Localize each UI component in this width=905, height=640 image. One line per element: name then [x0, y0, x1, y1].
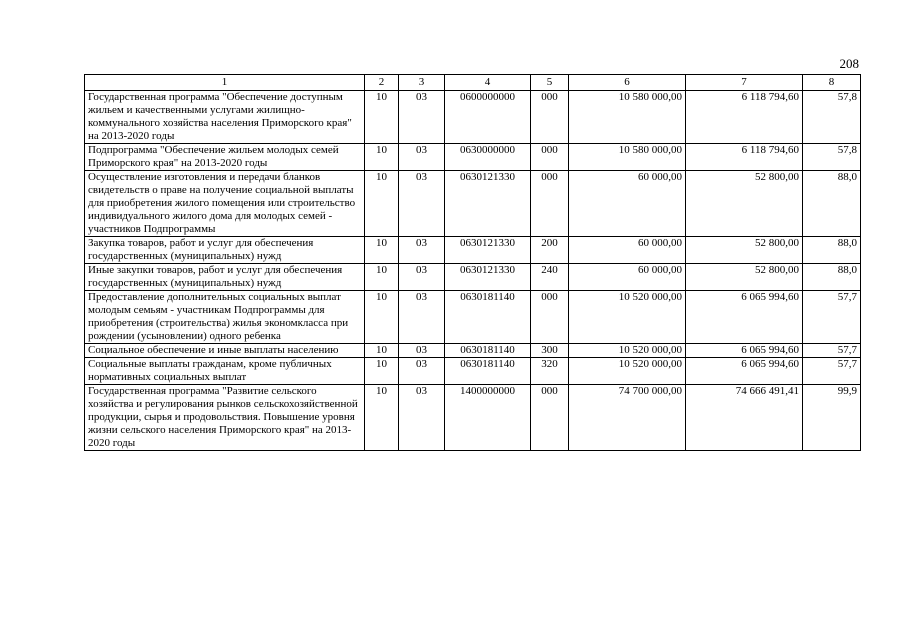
subsection-code: 03: [399, 144, 445, 171]
planned-amount: 60 000,00: [569, 264, 686, 291]
expense-type-code: 240: [531, 264, 569, 291]
execution-percent: 88,0: [803, 264, 861, 291]
table-row: [85, 291, 861, 344]
planned-amount: 10 580 000,00: [569, 91, 686, 144]
executed-amount: 52 800,00: [686, 237, 803, 264]
expense-type-code: 000: [531, 385, 569, 451]
target-article-code: 0630121330: [445, 237, 531, 264]
column-header: 4: [445, 75, 531, 91]
section-code: 10: [365, 144, 399, 171]
section-code: 10: [365, 264, 399, 291]
table-row: [85, 91, 861, 144]
page-number: 208: [839, 56, 859, 71]
header-row: [85, 75, 861, 91]
execution-percent: 88,0: [803, 237, 861, 264]
column-header: 8: [803, 75, 861, 91]
subsection-code: 03: [399, 237, 445, 264]
expense-type-code: 000: [531, 144, 569, 171]
subsection-code: 03: [399, 171, 445, 237]
row-name: Осуществление изготовления и передачи бланков свидетельств о праве на получение социальной выплаты для приобретения жилого помещения или строительство индивидуального жилого дома для молодых семей - участников Подпрограммы: [85, 171, 365, 237]
subsection-code: 03: [399, 91, 445, 144]
table-row: [85, 237, 861, 264]
table-row: [85, 344, 861, 358]
executed-amount: 6 065 994,60: [686, 358, 803, 385]
column-header: 5: [531, 75, 569, 91]
budget-table: [84, 74, 861, 451]
row-name: Социальное обеспечение и иные выплаты населению: [85, 344, 365, 358]
section-code: 10: [365, 237, 399, 264]
column-header: 2: [365, 75, 399, 91]
expense-type-code: 000: [531, 291, 569, 344]
executed-amount: 6 118 794,60: [686, 144, 803, 171]
target-article-code: 0630181140: [445, 344, 531, 358]
section-code: 10: [365, 91, 399, 144]
execution-percent: 57,7: [803, 358, 861, 385]
section-code: 10: [365, 171, 399, 237]
row-name: Подпрограмма "Обеспечение жильем молодых семей Приморского края" на 2013-2020 годы: [85, 144, 365, 171]
execution-percent: 88,0: [803, 171, 861, 237]
expense-type-code: 320: [531, 358, 569, 385]
table-row: [85, 171, 861, 237]
row-name: Государственная программа "Обеспечение доступным жильем и качественными услугами жилищно-коммунального хозяйства населения Приморского края" на 2013-2020 годы: [85, 91, 365, 144]
section-code: 10: [365, 344, 399, 358]
execution-percent: 57,7: [803, 344, 861, 358]
row-name: Государственная программа "Развитие сельского хозяйства и регулирования рынков сельскохозяйственной продукции, сырья и продовольствия. Повышение уровня жизни сельского населения Приморского края" на 2013-2020 годы: [85, 385, 365, 451]
executed-amount: 6 065 994,60: [686, 344, 803, 358]
planned-amount: 60 000,00: [569, 171, 686, 237]
column-header: 7: [686, 75, 803, 91]
subsection-code: 03: [399, 344, 445, 358]
column-header: 1: [85, 75, 365, 91]
executed-amount: 74 666 491,41: [686, 385, 803, 451]
table-row: [85, 385, 861, 451]
column-header: 3: [399, 75, 445, 91]
subsection-code: 03: [399, 358, 445, 385]
target-article-code: 0630181140: [445, 291, 531, 344]
executed-amount: 6 065 994,60: [686, 291, 803, 344]
planned-amount: 10 520 000,00: [569, 358, 686, 385]
row-name: Социальные выплаты гражданам, кроме публичных нормативных социальных выплат: [85, 358, 365, 385]
target-article-code: 0630000000: [445, 144, 531, 171]
execution-percent: 57,7: [803, 291, 861, 344]
table-row: [85, 144, 861, 171]
planned-amount: 10 520 000,00: [569, 291, 686, 344]
planned-amount: 10 520 000,00: [569, 344, 686, 358]
row-name: Закупка товаров, работ и услуг для обеспечения государственных (муниципальных) нужд: [85, 237, 365, 264]
table-row: [85, 264, 861, 291]
executed-amount: 52 800,00: [686, 171, 803, 237]
target-article-code: 1400000000: [445, 385, 531, 451]
subsection-code: 03: [399, 291, 445, 344]
planned-amount: 74 700 000,00: [569, 385, 686, 451]
section-code: 10: [365, 291, 399, 344]
target-article-code: 0630121330: [445, 264, 531, 291]
execution-percent: 99,9: [803, 385, 861, 451]
section-code: 10: [365, 385, 399, 451]
target-article-code: 0630181140: [445, 358, 531, 385]
executed-amount: 52 800,00: [686, 264, 803, 291]
expense-type-code: 000: [531, 91, 569, 144]
section-code: 10: [365, 358, 399, 385]
subsection-code: 03: [399, 385, 445, 451]
executed-amount: 6 118 794,60: [686, 91, 803, 144]
row-name: Предоставление дополнительных социальных выплат молодым семьям - участникам Подпрограммы для приобретения (строительства) жилья экономкласса при рождении (усыновлении) одного ребенка: [85, 291, 365, 344]
planned-amount: 60 000,00: [569, 237, 686, 264]
table-row: [85, 358, 861, 385]
execution-percent: 57,8: [803, 144, 861, 171]
target-article-code: 0600000000: [445, 91, 531, 144]
row-name: Иные закупки товаров, работ и услуг для обеспечения государственных (муниципальных) нужд: [85, 264, 365, 291]
column-header: 6: [569, 75, 686, 91]
subsection-code: 03: [399, 264, 445, 291]
expense-type-code: 200: [531, 237, 569, 264]
planned-amount: 10 580 000,00: [569, 144, 686, 171]
expense-type-code: 300: [531, 344, 569, 358]
execution-percent: 57,8: [803, 91, 861, 144]
target-article-code: 0630121330: [445, 171, 531, 237]
expense-type-code: 000: [531, 171, 569, 237]
